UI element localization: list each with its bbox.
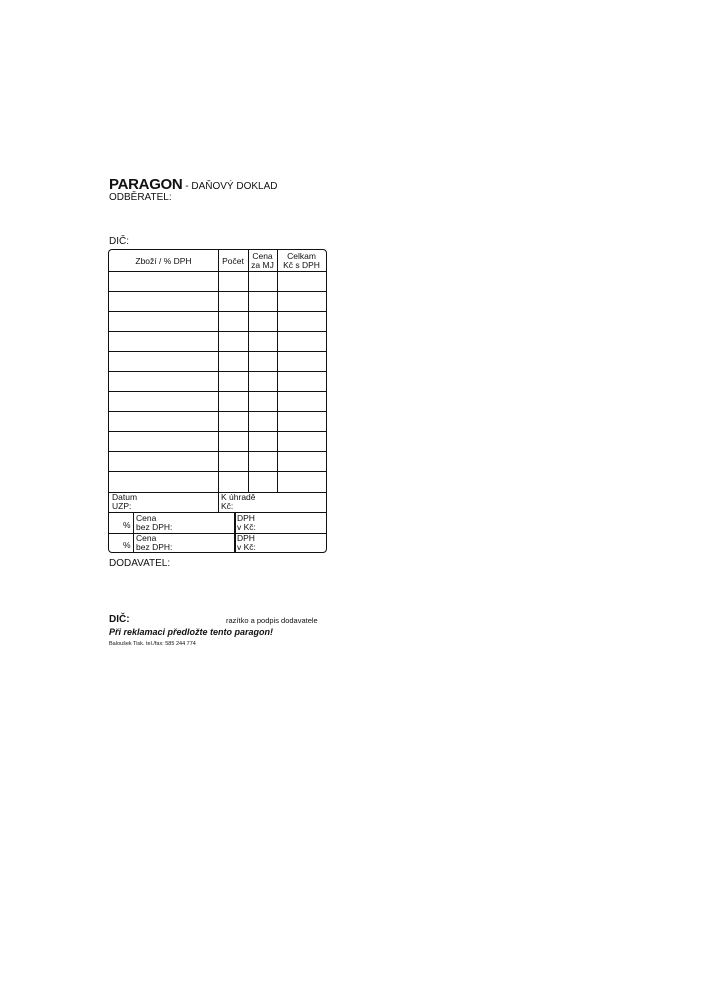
dph2-line1: DPH xyxy=(237,533,255,543)
dic-bottom-label: DIČ: xyxy=(109,614,130,625)
summary-col-line xyxy=(235,512,236,553)
col-count-header: Počet xyxy=(222,256,244,266)
col-line xyxy=(277,250,278,492)
datum-line1: Datum xyxy=(112,492,138,502)
col-total-line1: Celkam xyxy=(287,251,316,261)
dodavatel-label: DODAVATEL: xyxy=(109,558,171,569)
k-uhrade-line2: Kč: xyxy=(221,501,234,511)
datum-line2: UZP: xyxy=(112,501,132,511)
pct-label-2: % xyxy=(123,540,131,550)
reklamace-notice: Při reklamaci předložte tento paragon! xyxy=(109,627,274,637)
col-price-line1: Cena xyxy=(252,251,273,261)
k-uhrade-line1: K úhradě xyxy=(221,492,256,502)
dph-v-kc-2 xyxy=(237,534,256,552)
col-price-line2: za MJ xyxy=(251,260,274,270)
dph-v-kc-1 xyxy=(237,514,256,532)
k-uhrade-label xyxy=(221,493,256,511)
col-total-header xyxy=(277,252,326,270)
col-total-line2: Kč s DPH xyxy=(283,260,320,270)
cena-bez-dph-1 xyxy=(136,514,172,532)
odberatel-label: ODBĚRATEL: xyxy=(109,192,172,203)
title-subtitle: - DAŇOVÝ DOKLAD xyxy=(182,181,278,192)
cena-bez-dph-2 xyxy=(136,534,172,552)
cena1-line2: bez DPH: xyxy=(136,522,173,532)
col-price-header xyxy=(248,252,277,270)
datum-uzp-label xyxy=(112,493,137,511)
dph1-line1: DPH xyxy=(237,513,255,523)
col-line xyxy=(218,250,219,492)
dph1-line2: v Kč: xyxy=(237,522,256,532)
title-paragon: PARAGON xyxy=(109,176,183,193)
cena2-line2: bez DPH: xyxy=(136,542,173,552)
dph2-line2: v Kč: xyxy=(237,542,256,552)
cena2-line1: Cena xyxy=(136,533,157,543)
col-goods-header: Zboží / % DPH xyxy=(135,256,192,266)
items-table xyxy=(108,249,327,553)
pct-divider-2 xyxy=(133,533,134,552)
cena1-line1: Cena xyxy=(136,513,157,523)
pct-label-1: % xyxy=(123,520,131,530)
printer-small-print: Baloušek Tisk. tel./fax: 585 244 774 xyxy=(109,641,196,647)
dic-top-label: DIČ: xyxy=(109,236,129,247)
col-line xyxy=(248,250,249,492)
stamp-signature-label: razítko a podpis dodavatele xyxy=(226,616,318,625)
summary-col-line xyxy=(218,492,219,513)
pct-divider-1 xyxy=(133,512,134,533)
